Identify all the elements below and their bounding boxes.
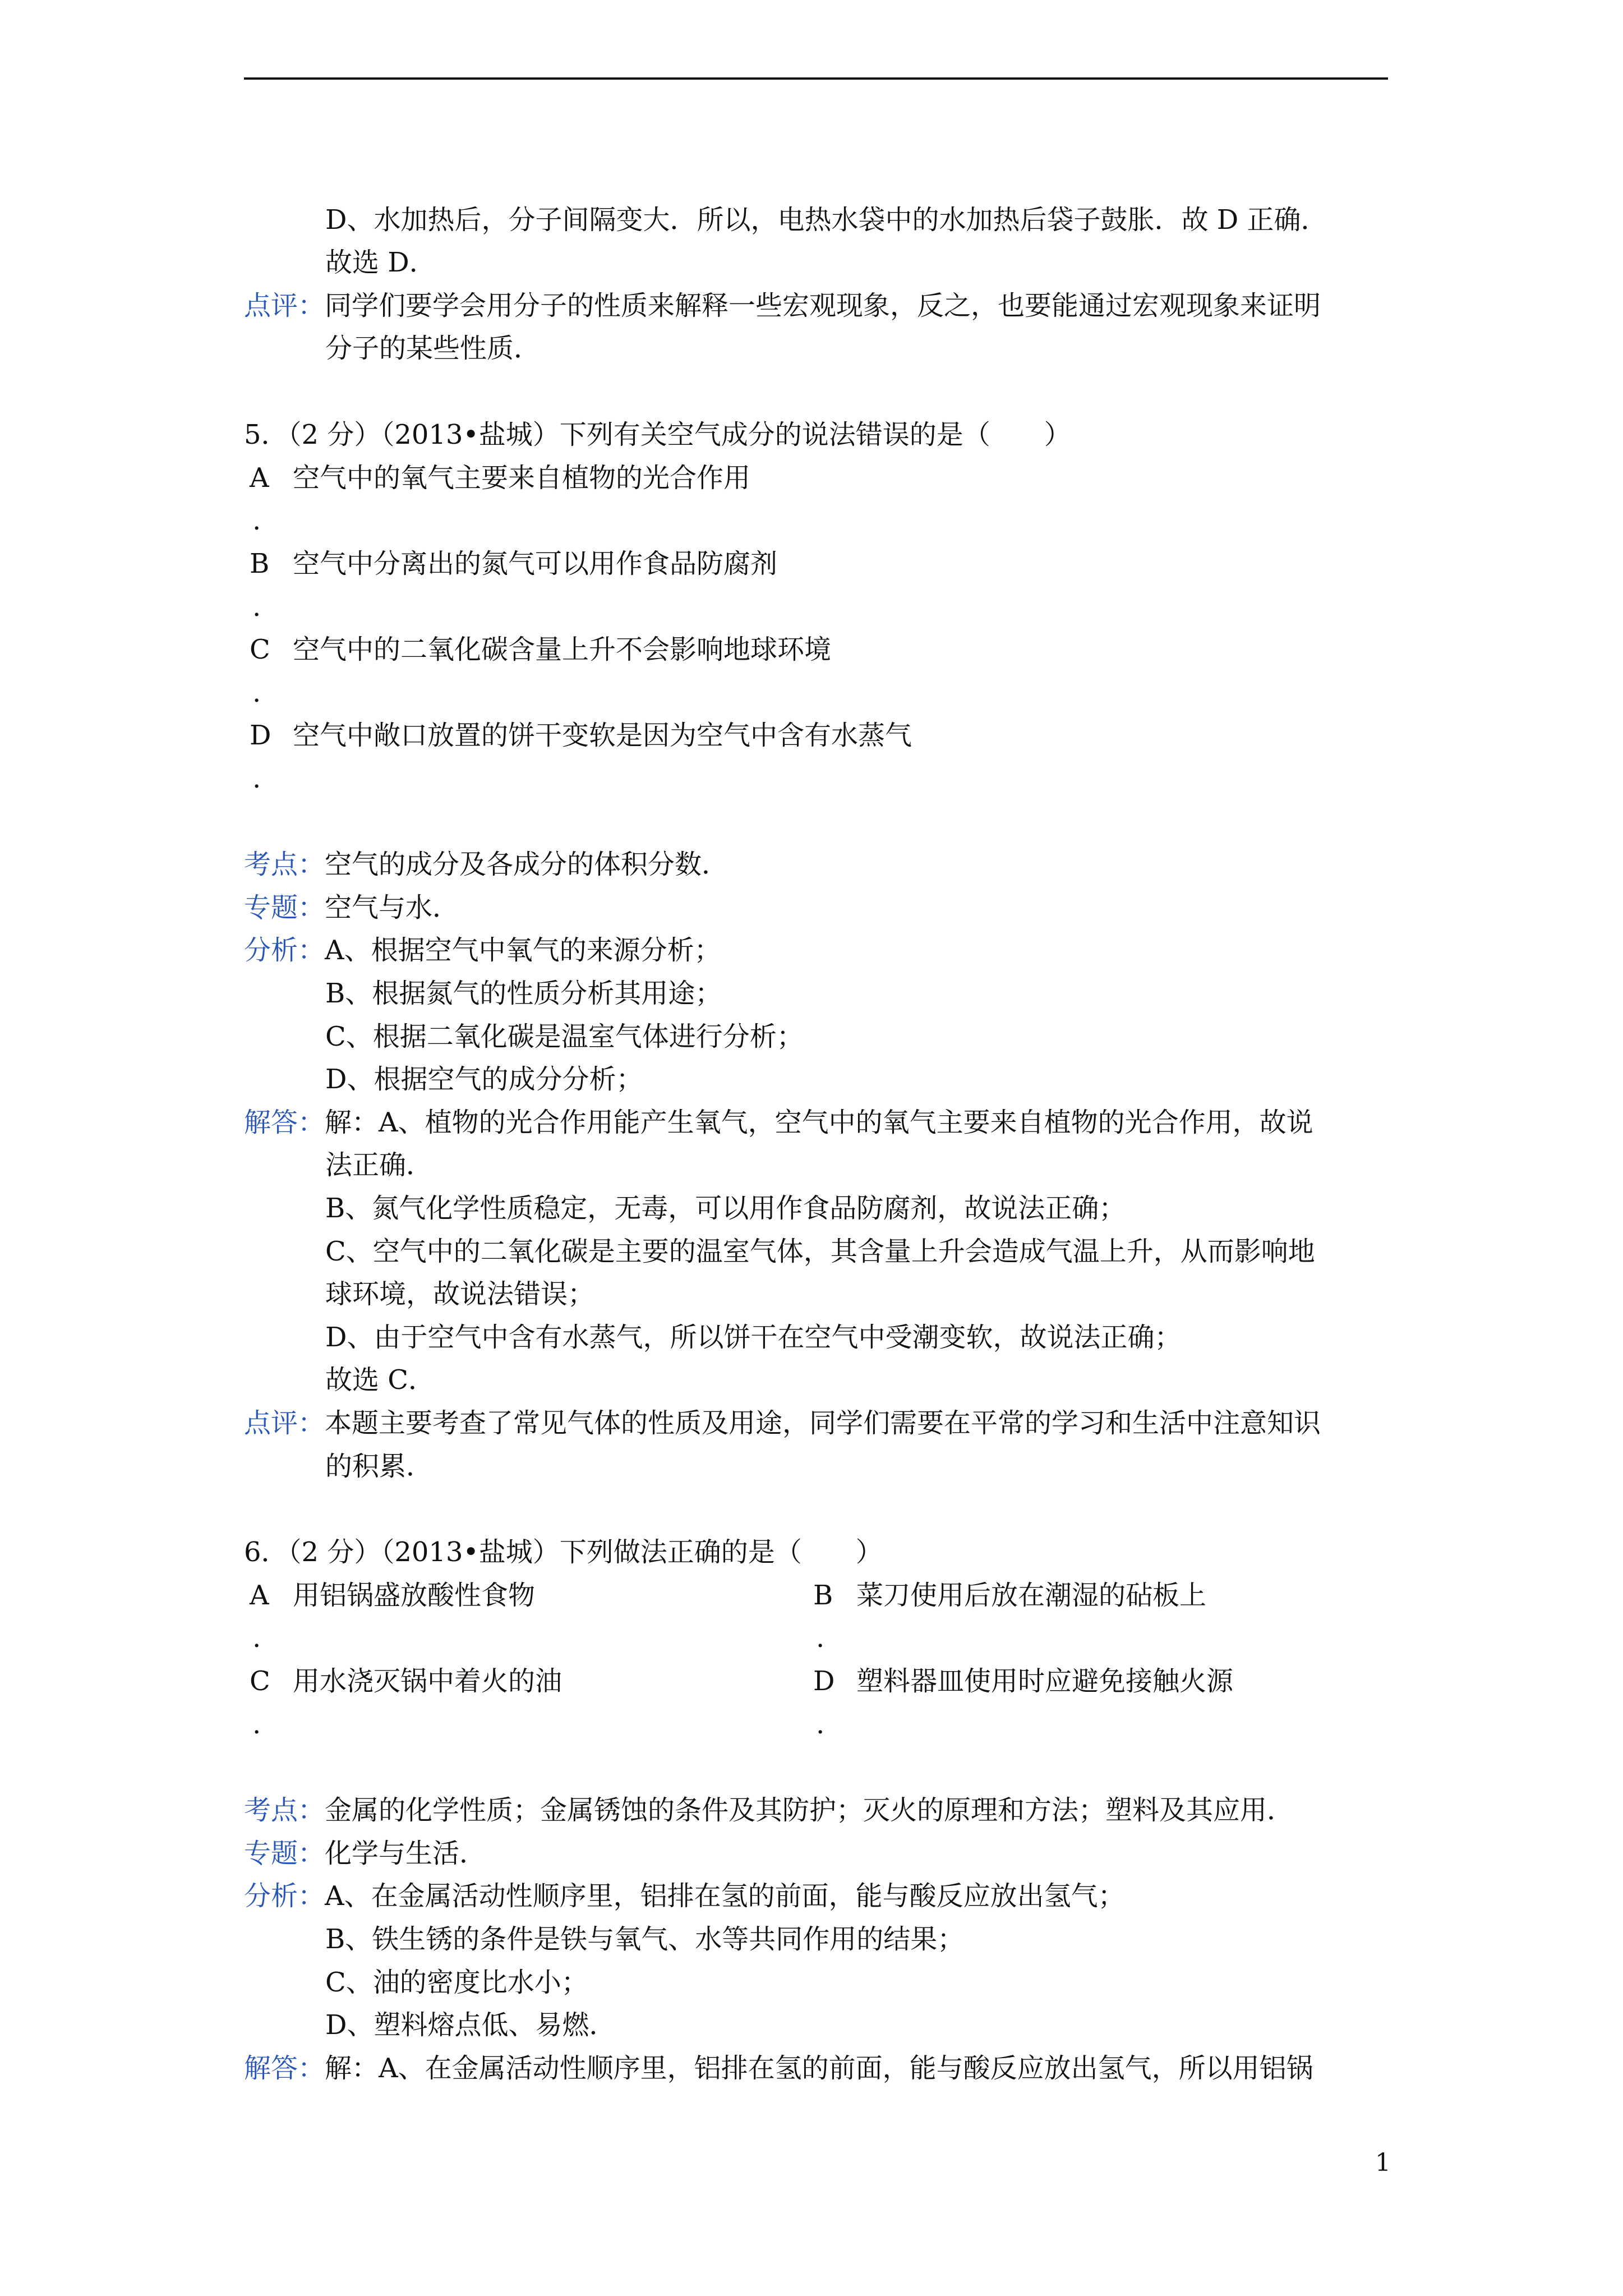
zhuanti-label: 专题： — [244, 892, 325, 923]
q5-stem: 5．（2 分）（2013•盐城）下列有关空气成分的说法错误的是（ ） — [244, 419, 1071, 450]
q5-option-c-text: 空气中的二氧化碳含量上升不会影响地球环境 — [293, 634, 832, 665]
comment-label: 点评： — [244, 290, 325, 321]
q6-option-a-text: 用铝锅盛放酸性食物 — [293, 1580, 536, 1611]
q5-jieda-line: B、氮气化学性质稳定，无毒，可以用作食品防腐剂，故说法正确； — [325, 1193, 1126, 1224]
fenxi-label: 分析： — [244, 935, 325, 966]
q6-kaodian — [244, 1793, 1294, 1827]
q5-fenxi-line: D、根据空气的成分分析； — [325, 1064, 643, 1095]
jieda-text: 解：A、植物的光合作用能产生氧气，空气中的氧气主要来自植物的光合作用，故说 — [325, 1107, 1313, 1138]
q6-fenxi-line: B、铁生锈的条件是铁与氧气、水等共同作用的结果； — [325, 1924, 965, 1955]
q6-option-d-letter: D — [813, 1665, 835, 1697]
q5-jieda-line: D、由于空气中含有水蒸气，所以饼干在空气中受潮变软，故说法正确； — [325, 1322, 1182, 1353]
q5-jieda — [244, 1106, 1313, 1139]
zhuanti-text: 空气与水． — [325, 892, 460, 923]
prev-conclusion: 故选 D． — [325, 247, 436, 278]
q5-fenxi-line: C、根据二氧化碳是温室气体进行分析； — [325, 1021, 804, 1052]
q5-option-c-letter: C — [250, 634, 270, 665]
q5-jieda-line: 法正确． — [325, 1149, 434, 1181]
q6-option-d-text: 塑料器皿使用时应避免接触火源 — [856, 1665, 1234, 1697]
dianping-label: 点评： — [244, 1407, 325, 1439]
prev-analysis-d: D、水加热后，分子间隔变大．所以，电热水袋中的水加热后袋子鼓胀．故 D 正确． — [325, 204, 1328, 236]
q6-jieda — [244, 2051, 1313, 2085]
option-dot: . — [816, 1709, 825, 1740]
dianping-text: 本题主要考查了常见气体的性质及用途，同学们需要在平常的学习和生活中注意知识 — [325, 1407, 1321, 1439]
option-dot: . — [252, 677, 261, 708]
comment-text: 同学们要学会用分子的性质来解释一些宏观现象，反之，也要能通过宏观现象来证明 — [325, 290, 1321, 321]
jieda-text: 解：A、在金属活动性顺序里，铝排在氢的前面，能与酸反应放出氢气，所以用铝锅 — [325, 2053, 1313, 2084]
prev-comment — [244, 289, 1321, 323]
kaodian-label: 考点： — [244, 849, 325, 880]
jieda-label: 解答： — [244, 2053, 325, 2084]
q5-option-b-text: 空气中分离出的氮气可以用作食品防腐剂 — [293, 548, 778, 579]
kaodian-text: 金属的化学性质；金属锈蚀的条件及其防护；灭火的原理和方法；塑料及其应用． — [325, 1795, 1294, 1826]
q5-option-d-letter: D — [250, 720, 271, 751]
q6-option-c-letter: C — [250, 1665, 270, 1697]
q6-stem: 6．（2 分）（2013•盐城）下列做法正确的是（ ） — [244, 1536, 883, 1568]
q5-fenxi-line: B、根据氮气的性质分析其用途； — [325, 978, 722, 1009]
q5-kaodian — [244, 848, 728, 881]
q5-jieda-line: 球环境，故说法错误； — [325, 1278, 595, 1310]
q6-option-b-text: 菜刀使用后放在潮湿的砧板上 — [856, 1580, 1207, 1611]
q5-option-a-text: 空气中的氧气主要来自植物的光合作用 — [293, 462, 751, 494]
q5-fenxi — [244, 933, 721, 967]
kaodian-text: 空气的成分及各成分的体积分数． — [325, 849, 729, 880]
option-dot: . — [252, 1622, 261, 1654]
option-dot: . — [252, 591, 261, 623]
option-dot: . — [252, 505, 261, 536]
q6-option-b-letter: B — [813, 1580, 833, 1611]
kaodian-label: 考点： — [244, 1795, 325, 1826]
option-dot: . — [252, 1709, 261, 1740]
page-number: 1 — [1375, 2148, 1391, 2177]
fenxi-label: 分析： — [244, 1880, 325, 1912]
q6-option-a-letter: A — [250, 1580, 269, 1611]
q5-dianping-line: 的积累． — [325, 1451, 434, 1482]
option-dot: . — [816, 1622, 825, 1654]
q5-jieda-line: 故选 C． — [325, 1364, 435, 1396]
prev-comment-cont: 分子的某些性质． — [325, 333, 541, 364]
fenxi-text: A、根据空气中氧气的来源分析； — [325, 935, 721, 966]
zhuanti-text: 化学与生活． — [325, 1838, 487, 1869]
q6-option-c-text: 用水浇灭锅中着火的油 — [293, 1665, 562, 1697]
q6-fenxi — [244, 1879, 1125, 1913]
fenxi-text: A、在金属活动性顺序里，铝排在氢的前面，能与酸反应放出氢气； — [325, 1880, 1125, 1912]
q5-option-b-letter: B — [250, 548, 270, 579]
option-dot: . — [252, 763, 261, 794]
header-rule — [244, 77, 1388, 80]
q5-zhuanti — [244, 891, 459, 924]
q6-fenxi-line: C、油的密度比水小； — [325, 1967, 588, 1998]
q5-dianping — [244, 1406, 1321, 1440]
q6-fenxi-line: D、塑料熔点低、易燃． — [325, 2009, 616, 2041]
jieda-label: 解答： — [244, 1107, 325, 1138]
q6-zhuanti — [244, 1837, 486, 1870]
q5-option-d-text: 空气中敞口放置的饼干变软是因为空气中含有水蒸气 — [293, 720, 912, 751]
q5-jieda-line: C、空气中的二氧化碳是主要的温室气体，其含量上升会造成气温上升，从而影响地 — [325, 1236, 1315, 1267]
q5-option-a-letter: A — [250, 462, 269, 494]
zhuanti-label: 专题： — [244, 1838, 325, 1869]
